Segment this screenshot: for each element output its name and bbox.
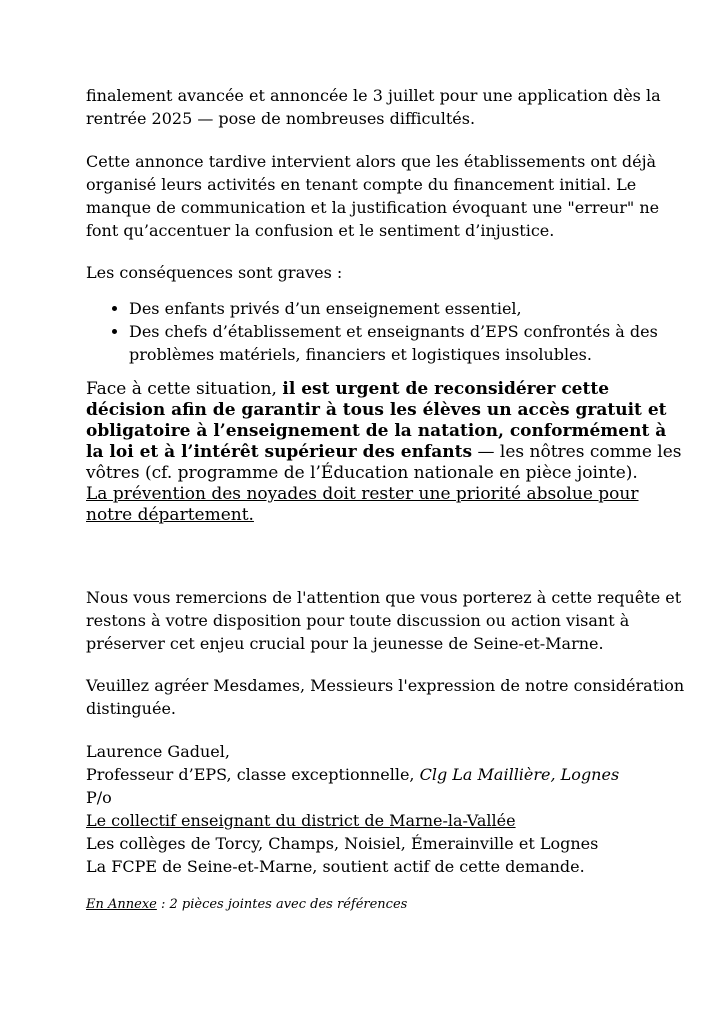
request-intro-text: Face à cette situation, bbox=[86, 379, 283, 399]
consequences-list bbox=[86, 297, 686, 366]
list-item: • Des chefs d’établissement et enseignants d’EPS confrontés à des problèmes matériels, financiers et logistiques insolubles. bbox=[129, 320, 686, 366]
paragraph-difficulties: finalement avancée et annoncée le 3 juillet pour une application dès la rentrée 2025 — pose de nombreuses difficultés. bbox=[86, 86, 661, 128]
paragraph-consequences-heading: Les conséquences sont graves : bbox=[86, 263, 343, 282]
list-item: • Des enfants privés d’un enseignement essentiel, bbox=[129, 297, 686, 320]
paragraph-drowning-prevention: La prévention des noyades doit rester une priorité absolue pour notre département. bbox=[86, 484, 639, 525]
signature-role: Professeur d’EPS, classe exceptionnelle, bbox=[86, 765, 420, 784]
paragraph-closing: Veuillez agréer Mesdames, Messieurs l'expression de notre considération distinguée. bbox=[86, 676, 685, 718]
signature-block bbox=[86, 740, 686, 878]
annex-text: : 2 pièces jointes avec des références bbox=[156, 897, 408, 912]
signature-role-line bbox=[86, 763, 686, 786]
signature-fcpe: La FCPE de Seine-et-Marne, soutient actif de cette demande. bbox=[86, 857, 585, 876]
signature-name: Laurence Gaduel, bbox=[86, 742, 230, 761]
annex-label: En Annexe bbox=[86, 897, 157, 912]
request-bold-text: il est urgent de reconsidérer cette décision afin de garantir à tous les élèves un accès gratuit et obligatoire à l’enseignement de la natation, conformément à la loi et à l’intérêt supérieur des enfants bbox=[86, 379, 667, 462]
paragraph-late-announcement: Cette annonce tardive intervient alors que les établissements ont déjà organisé leurs activités en tenant compte du financement initial. Le manque de communication et la justification évoquant une "erreur" ne font qu’accentuer la confusion et le sentiment d’injustice. bbox=[86, 152, 660, 240]
annex-note bbox=[86, 896, 686, 914]
request-rest-text: — les nôtres comme les vôtres (cf. programme de l’Éducation nationale en pièce jointe). bbox=[86, 442, 682, 483]
signature-collective: Le collectif enseignant du district de Marne-la-Vallée bbox=[86, 811, 516, 830]
signature-school: Clg La Maillière, Lognes bbox=[419, 765, 620, 784]
paragraph-thanks: Nous vous remercions de l'attention que vous porterez à cette requête et restons à votre disposition pour toute discussion ou action visant à préserver cet enjeu crucial pour la jeunesse de Seine-et-Marne. bbox=[86, 588, 682, 653]
signature-po: P/o bbox=[86, 788, 112, 807]
letter-page bbox=[86, 84, 686, 914]
signature-colleges: Les collèges de Torcy, Champs, Noisiel, Émerainville et Lognes bbox=[86, 834, 599, 853]
paragraph-urgent-request bbox=[86, 379, 686, 484]
